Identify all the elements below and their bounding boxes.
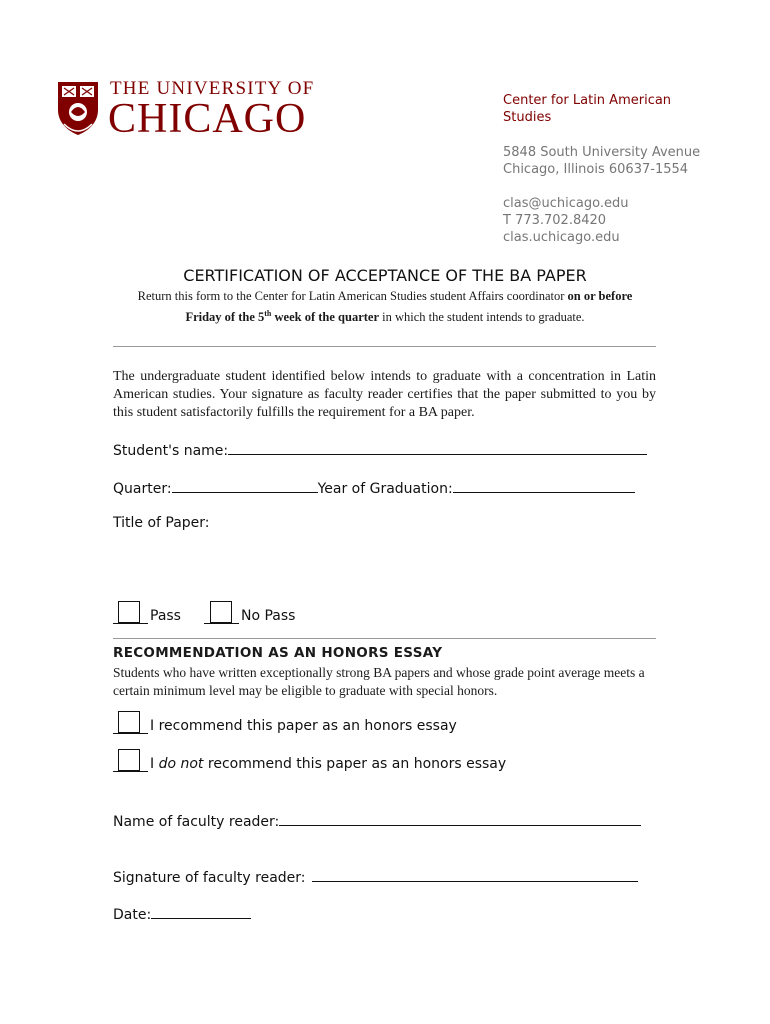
address-street: 5848 South University Avenue bbox=[503, 145, 701, 160]
address-city: Chicago, Illinois 60637-1554 bbox=[503, 162, 689, 177]
university-crest-icon bbox=[56, 80, 100, 136]
divider bbox=[113, 638, 656, 639]
pass-label: Pass bbox=[150, 608, 181, 624]
quarter-label: Quarter: bbox=[113, 481, 172, 497]
recommend-underline bbox=[113, 733, 148, 734]
date-field bbox=[113, 904, 251, 923]
form-title: CERTIFICATION OF ACCEPTANCE OF THE BA PAPER bbox=[183, 266, 587, 285]
quarter-year-field bbox=[113, 478, 635, 497]
not-recommend-checkbox[interactable] bbox=[118, 749, 140, 771]
not-recommend-underline bbox=[113, 771, 148, 772]
recommend-label: I recommend this paper as an honors essay bbox=[150, 718, 457, 734]
org-name-line2: Studies bbox=[503, 110, 552, 125]
no-pass-underline bbox=[204, 623, 239, 624]
pass-underline bbox=[113, 623, 148, 624]
no-pass-checkbox[interactable] bbox=[210, 601, 232, 623]
contact-phone: T 773.702.8420 bbox=[503, 213, 607, 228]
student-name-field bbox=[113, 440, 647, 459]
quarter-input-line[interactable] bbox=[172, 478, 318, 493]
faculty-name-label: Name of faculty reader: bbox=[113, 814, 280, 830]
paper-title-label: Title of Paper: bbox=[113, 515, 210, 531]
faculty-signature-input-line[interactable] bbox=[312, 867, 638, 882]
year-input-line[interactable] bbox=[453, 478, 635, 493]
faculty-signature-field bbox=[113, 867, 638, 886]
recommend-checkbox[interactable] bbox=[118, 711, 140, 733]
no-pass-label: No Pass bbox=[241, 608, 296, 624]
faculty-signature-label: Signature of faculty reader: bbox=[113, 870, 306, 886]
contact-website: clas.uchicago.edu bbox=[503, 230, 620, 245]
certification-statement: The undergraduate student identified below intends to graduate with a concentration in Latin American studies. Your signature as faculty reader certifies that the paper submitted to you by this student satisfactorily fulfills the requirement for a BA paper. bbox=[113, 369, 656, 420]
date-input-line[interactable] bbox=[151, 904, 251, 919]
logo-wordmark-line2: CHICAGO bbox=[108, 96, 307, 142]
org-name-line1: Center for Latin American bbox=[503, 93, 672, 108]
date-label: Date: bbox=[113, 907, 152, 923]
not-recommend-label: I do not recommend this paper as an honors essay bbox=[150, 756, 507, 772]
honors-heading: RECOMMENDATION AS AN HONORS ESSAY bbox=[113, 645, 443, 661]
faculty-name-input-line[interactable] bbox=[279, 811, 641, 826]
student-name-input-line[interactable] bbox=[228, 440, 647, 455]
divider bbox=[113, 346, 656, 347]
logo-wordmark-line1: THE UNIVERSITY OF bbox=[110, 78, 315, 99]
honors-description: Students who have written exceptionally strong BA papers and whose grade point average meets a certain minimum level may be eligible to graduate with special honors. bbox=[113, 665, 645, 698]
year-of-graduation-label: Year of Graduation: bbox=[317, 481, 453, 497]
contact-email: clas@uchicago.edu bbox=[503, 196, 629, 211]
student-name-label: Student's name: bbox=[113, 443, 229, 459]
form-instructions: Return this form to the Center for Latin American Studies student Affairs coordinator on or before Friday of the 5th week of the quarter in which the student intends to graduate. bbox=[137, 289, 633, 325]
faculty-name-field bbox=[113, 811, 641, 830]
pass-checkbox[interactable] bbox=[118, 601, 140, 623]
